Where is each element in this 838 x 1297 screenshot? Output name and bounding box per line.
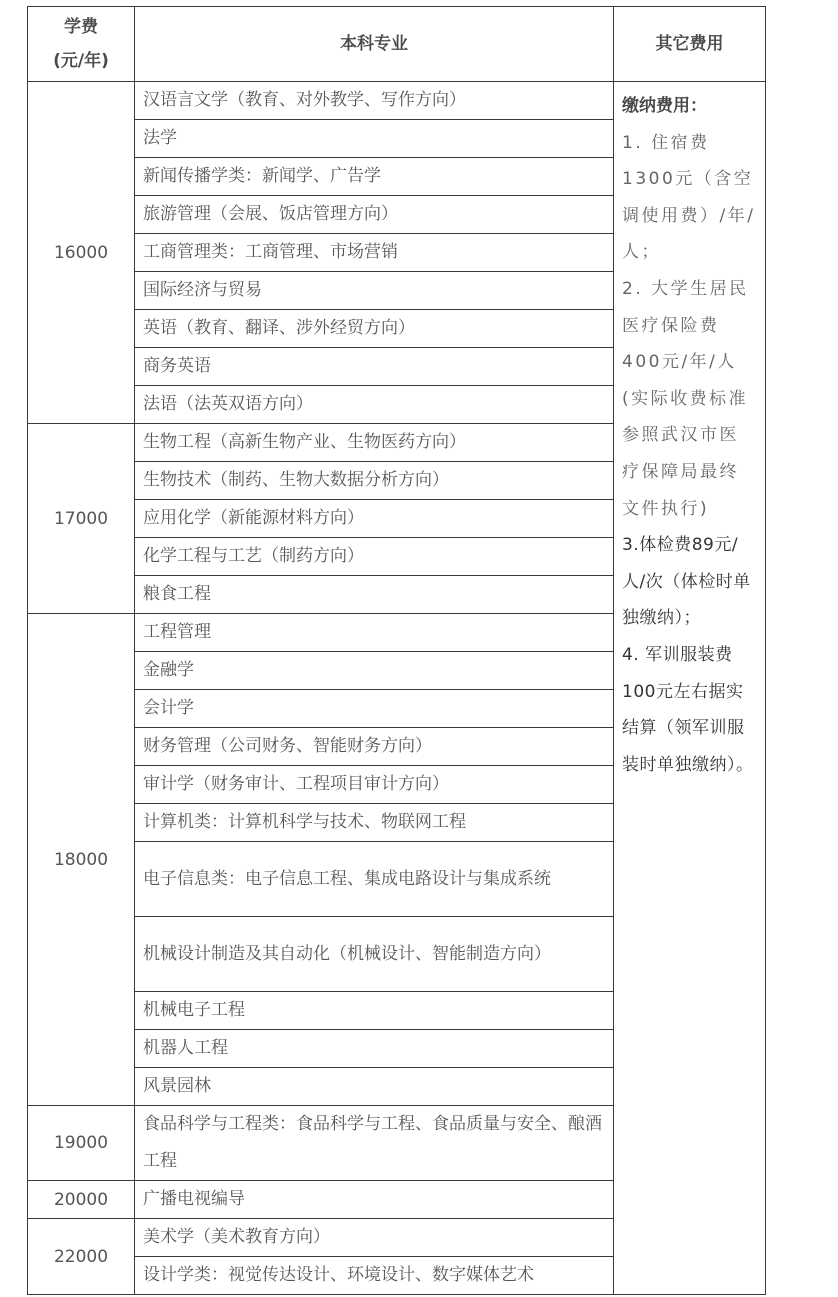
other-fee-item: 3.体检费89元/人/次（体检时单独缴纳）； (622, 535, 751, 629)
fee-cell: 18000 (28, 614, 135, 1106)
major-cell: 广播电视编导 (135, 1181, 614, 1219)
fee-cell: 22000 (28, 1219, 135, 1295)
fee-cell: 16000 (28, 82, 135, 424)
major-cell: 金融学 (135, 652, 614, 690)
major-cell: 化学工程与工艺（制药方向） (135, 538, 614, 576)
major-cell: 工程管理 (135, 614, 614, 652)
major-cell: 美术学（美术教育方向） (135, 1219, 614, 1257)
header-major: 本科专业 (135, 7, 614, 82)
major-cell: 英语（教育、翻译、涉外经贸方向） (135, 310, 614, 348)
major-cell: 旅游管理（会展、饭店管理方向） (135, 196, 614, 234)
major-cell: 法语（法英双语方向） (135, 386, 614, 424)
major-cell: 商务英语 (135, 348, 614, 386)
major-cell: 财务管理（公司财务、智能财务方向） (135, 728, 614, 766)
fee-cell: 20000 (28, 1181, 135, 1219)
header-fee-line1: 学费 (64, 17, 98, 37)
table-row (28, 82, 766, 120)
major-cell: 新闻传播学类：新闻学、广告学 (135, 158, 614, 196)
major-cell: 会计学 (135, 690, 614, 728)
major-cell: 食品科学与工程类：食品科学与工程、食品质量与安全、酿酒工程 (135, 1106, 614, 1181)
major-cell: 电子信息类：电子信息工程、集成电路设计与集成系统 (135, 842, 614, 917)
header-row (28, 7, 766, 82)
other-fees-cell (614, 82, 766, 1295)
other-fee-item: 4. 军训服装费100元左右据实结算（领军训服装时单独缴纳）。 (622, 644, 754, 775)
fee-cell: 19000 (28, 1106, 135, 1181)
major-cell: 国际经济与贸易 (135, 272, 614, 310)
major-cell: 风景园林 (135, 1068, 614, 1106)
major-cell: 机械设计制造及其自动化（机械设计、智能制造方向） (135, 917, 614, 992)
major-cell: 设计学类：视觉传达设计、环境设计、数字媒体艺术 (135, 1257, 614, 1295)
major-cell: 生物工程（高新生物产业、生物医药方向） (135, 424, 614, 462)
major-cell: 粮食工程 (135, 576, 614, 614)
major-cell: 工商管理类：工商管理、市场营销 (135, 234, 614, 272)
major-cell: 机器人工程 (135, 1030, 614, 1068)
tuition-table (27, 6, 766, 1295)
header-other: 其它费用 (614, 7, 766, 82)
header-fee (28, 7, 135, 82)
major-cell: 汉语言文学（教育、对外教学、写作方向） (135, 82, 614, 120)
major-cell: 应用化学（新能源材料方向） (135, 500, 614, 538)
other-fees-title: 缴纳费用： (622, 96, 707, 116)
header-fee-line2: (元/年) (53, 51, 109, 71)
major-cell: 计算机类：计算机科学与技术、物联网工程 (135, 804, 614, 842)
major-cell: 生物技术（制药、生物大数据分析方向） (135, 462, 614, 500)
fee-cell: 17000 (28, 424, 135, 614)
major-cell: 法学 (135, 120, 614, 158)
major-cell: 审计学（财务审计、工程项目审计方向） (135, 766, 614, 804)
other-fee-item: 2. 大学生居民医疗保险费400元/年/人(实际收费标准参照武汉市医疗保障局最终文件执行) (622, 278, 749, 519)
major-cell: 机械电子工程 (135, 992, 614, 1030)
other-fee-item: 1. 住宿费1300元（含空调使用费）/年/人； (622, 132, 756, 263)
